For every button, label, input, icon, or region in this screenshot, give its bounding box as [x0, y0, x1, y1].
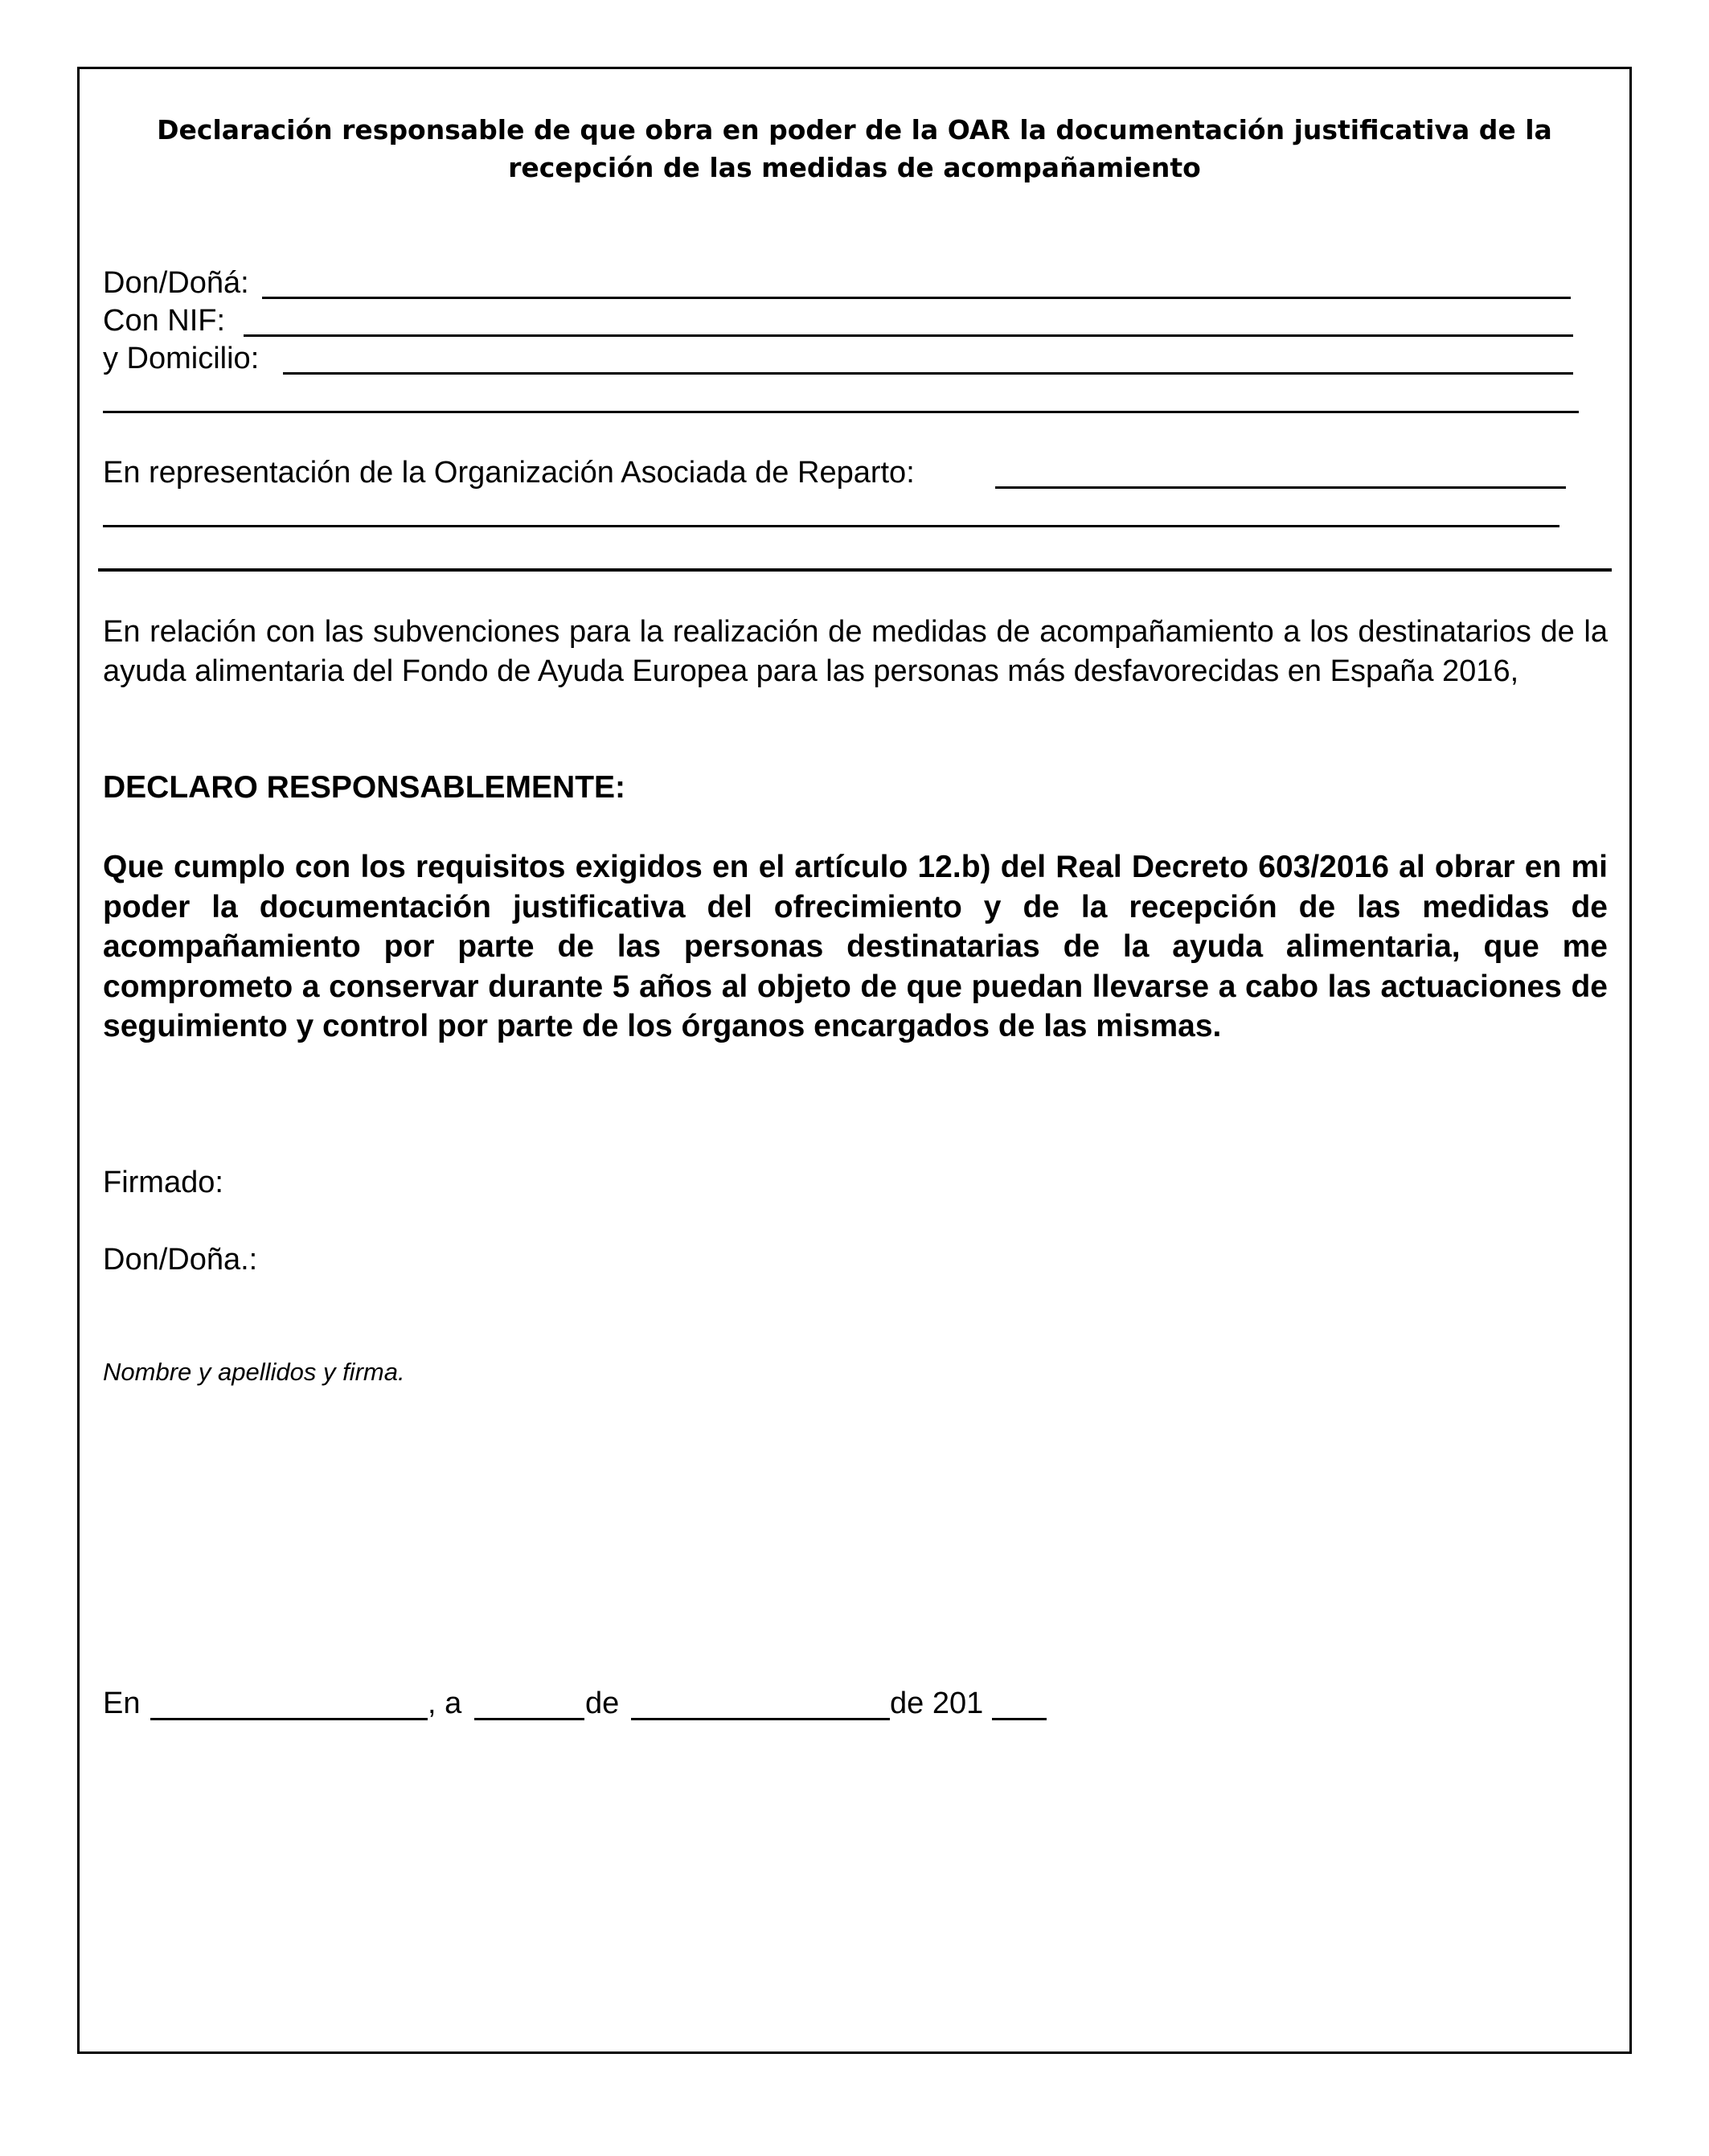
nif-field-line[interactable]	[244, 334, 1573, 337]
date-place-prefix: En	[103, 1687, 141, 1720]
address-label: y Domicilio:	[103, 342, 260, 375]
date-day-line[interactable]	[474, 1718, 584, 1720]
date-year-line[interactable]	[992, 1718, 1047, 1720]
document-title: Declaración responsable de que obra en poder de la OAR la documentación justificativa de la recepción de las medidas de acompañamiento	[157, 114, 1552, 183]
address-field-line[interactable]	[283, 372, 1573, 375]
name-label: Don/Doñá:	[103, 266, 249, 300]
nif-label: Con NIF:	[103, 304, 226, 338]
document-frame	[77, 67, 1632, 2054]
organization-continuation-line[interactable]	[103, 525, 1559, 527]
section-separator	[98, 568, 1612, 572]
organization-field-line[interactable]	[995, 486, 1566, 489]
signed-label: Firmado:	[103, 1166, 223, 1199]
declaration-heading: DECLARO RESPONSABLEMENTE:	[103, 770, 626, 805]
name-field-line[interactable]	[262, 297, 1571, 299]
date-month-prefix: de	[585, 1687, 620, 1720]
signatory-name-label: Don/Doña.:	[103, 1243, 258, 1277]
intro-paragraph: En relación con las subvenciones para la realización de medidas de acompañamiento a los destinatarios de la ayuda alimentaria del Fondo de Ayuda Europea para las personas más desfavorecidas en España 2016,	[103, 615, 1608, 688]
organization-label: En representación de la Organización Asociada de Reparto:	[103, 456, 915, 490]
date-month-line[interactable]	[631, 1718, 890, 1720]
address-continuation-line[interactable]	[103, 411, 1579, 413]
declaration-body: Que cumplo con los requisitos exigidos en el artículo 12.b) del Real Decreto 603/2016 al obrar en mi poder la documentación justificativa del ofrecimiento y de la recepción de las medidas de acompañamiento por parte de las personas destinatarias de la ayuda alimentaria, que me comprometo a conservar durante 5 años al objeto de que puedan llevarse a cabo las actuaciones de seguimiento y control por parte de los órganos encargados de las mismas.	[103, 850, 1608, 1043]
date-day-prefix: , a	[428, 1687, 462, 1720]
date-year-prefix: de 201	[890, 1687, 984, 1720]
signature-caption: Nombre y apellidos y firma.	[103, 1358, 405, 1386]
date-place-line[interactable]	[150, 1718, 428, 1720]
